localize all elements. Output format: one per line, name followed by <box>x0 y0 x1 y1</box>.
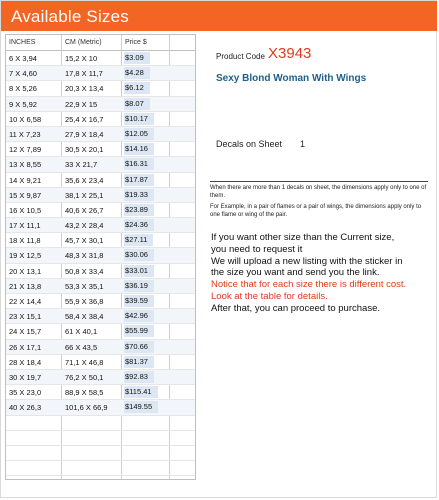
cell-price: $115.41 <box>124 386 158 398</box>
cell-cm: 27,9 X 18,4 <box>65 129 104 139</box>
cell-cm: 38,1 X 25,1 <box>65 190 104 200</box>
cell-cm: 20,3 X 13,4 <box>65 84 104 94</box>
cell-price: $27.11 <box>124 234 153 246</box>
cell-price: $17.87 <box>124 174 154 186</box>
cell-inches: 21 X 13,8 <box>9 281 42 291</box>
cell-inches: 19 X 12,5 <box>9 251 42 261</box>
size-table <box>5 34 196 480</box>
header-title: Available Sizes <box>11 7 129 26</box>
table-row <box>6 51 195 66</box>
cell-cm: 53,3 X 35,1 <box>65 281 104 291</box>
cell-cm: 48,3 X 31,8 <box>65 251 104 261</box>
column-header-price: Price $ <box>125 39 147 46</box>
cell-cm: 40,6 X 26,7 <box>65 205 104 215</box>
cell-price: $12.05 <box>124 128 154 140</box>
cell-cm: 88,9 X 58,5 <box>65 388 104 398</box>
cell-price: $3.09 <box>124 52 150 64</box>
table-row <box>6 173 195 188</box>
cell-cm: 35,6 X 23,4 <box>65 175 104 185</box>
table-header <box>6 35 195 51</box>
cell-cm: 17,8 X 11,7 <box>65 69 103 79</box>
table-body <box>6 51 195 476</box>
empty-row <box>6 416 195 431</box>
cell-price: $55.99 <box>124 325 154 337</box>
note-paragraph: For Example, in a pair of flames or a pair of wings, the dimensions apply only to one flame or wing of the pair. <box>210 204 422 218</box>
info-line: If you want other size than the Current size, <box>211 232 395 243</box>
decals-on-sheet-label: Decals on Sheet <box>216 139 283 149</box>
cell-inches: 9 X 5,92 <box>9 99 37 109</box>
cell-inches: 7 X 4,60 <box>9 69 37 79</box>
table-row <box>6 279 195 294</box>
info-notice-line: Notice that for each size there is different cost. <box>211 279 407 291</box>
cell-cm: 33 X 21,7 <box>65 160 98 170</box>
cell-inches: 17 X 11,1 <box>9 221 41 231</box>
header-bar <box>1 1 437 31</box>
cell-inches: 35 X 23,0 <box>9 388 42 398</box>
cell-inches: 13 X 8,55 <box>9 160 42 170</box>
custom-size-info <box>211 232 433 315</box>
table-row <box>6 203 195 218</box>
cell-cm: 25,4 X 16,7 <box>65 114 104 124</box>
cell-inches: 15 X 9,87 <box>9 190 42 200</box>
cell-price: $6.12 <box>124 82 150 94</box>
cell-price: $36.19 <box>124 280 154 292</box>
cell-inches: 23 X 15,1 <box>9 312 42 322</box>
cell-cm: 22,9 X 15 <box>65 99 98 109</box>
table-row <box>6 264 195 279</box>
table-row <box>6 112 195 127</box>
table-row <box>6 127 195 142</box>
cell-price: $24.36 <box>124 219 154 231</box>
cell-inches: 11 X 7,23 <box>9 129 41 139</box>
cell-cm: 76,2 X 50,1 <box>65 372 104 382</box>
cell-price: $81.37 <box>124 356 154 368</box>
table-row <box>6 188 195 203</box>
table-row <box>6 340 195 355</box>
cell-inches: 18 X 11,8 <box>9 236 41 246</box>
table-row <box>6 400 195 415</box>
cell-inches: 16 X 10,5 <box>9 205 42 215</box>
cell-price: $92.83 <box>124 371 154 383</box>
dimensions-note <box>210 181 428 223</box>
cell-price: $42.96 <box>124 310 154 322</box>
cell-cm: 58,4 X 38,4 <box>65 312 104 322</box>
cell-cm: 15,2 X 10 <box>65 54 98 63</box>
decals-on-sheet-value: 1 <box>300 139 306 149</box>
cell-price: $30.06 <box>124 249 154 261</box>
cell-inches: 6 X 3,94 <box>9 54 37 63</box>
column-header-cm: CM (Metric) <box>65 39 102 46</box>
info-notice-line: Look at the table for details. <box>211 290 328 302</box>
cell-cm: 43,2 X 28,4 <box>65 221 104 231</box>
info-line: you need to request it <box>211 243 303 255</box>
cell-price: $10.17 <box>124 113 154 125</box>
cell-price: $14.16 <box>124 143 154 155</box>
cell-inches: 30 X 19,7 <box>9 372 42 382</box>
cell-price: $19.33 <box>124 189 154 201</box>
cell-inches: 12 X 7,89 <box>9 145 42 155</box>
table-row <box>6 355 195 370</box>
cell-inches: 26 X 17,1 <box>9 342 42 352</box>
table-row <box>6 324 195 339</box>
table-row <box>6 66 195 81</box>
cell-inches: 14 X 9,21 <box>9 175 42 185</box>
info-line: the size you want and send you the link. <box>211 267 380 279</box>
table-row <box>6 309 195 324</box>
empty-row <box>6 446 195 461</box>
cell-price: $33.01 <box>124 265 154 277</box>
product-code-value: X3943 <box>268 45 312 62</box>
table-row <box>6 97 195 112</box>
cell-price: $70.66 <box>124 341 154 353</box>
cell-cm: 61 X 40,1 <box>65 327 98 337</box>
cell-inches: 28 X 18,4 <box>9 357 42 367</box>
table-row <box>6 218 195 233</box>
table-row <box>6 233 195 248</box>
table-row <box>6 248 195 263</box>
cell-cm: 45,7 X 30,1 <box>65 236 104 246</box>
cell-inches: 22 X 14,4 <box>9 297 42 306</box>
table-row <box>6 81 195 96</box>
cell-cm: 30,5 X 20,1 <box>65 145 104 155</box>
table-row <box>6 294 195 309</box>
cell-price: $149.55 <box>124 401 158 413</box>
cell-cm: 71,1 X 46,8 <box>65 357 104 367</box>
product-code-label: Product Code <box>216 52 265 61</box>
table-row <box>6 142 195 157</box>
cell-price: $8.07 <box>124 98 150 110</box>
cell-price: $39.59 <box>124 295 154 307</box>
empty-row <box>6 431 195 446</box>
table-row <box>6 385 195 400</box>
cell-cm: 50,8 X 33,4 <box>65 266 104 276</box>
cell-inches: 10 X 6,58 <box>9 114 42 124</box>
cell-cm: 55,9 X 36,8 <box>65 297 104 306</box>
cell-inches: 40 X 26,3 <box>9 403 42 413</box>
info-line: After that, you can proceed to purchase. <box>211 302 380 314</box>
cell-price: $16.31 <box>124 158 154 170</box>
note-paragraph: When there are more than 1 decals on sheet, the dimensions apply only to one of them. <box>210 185 427 199</box>
cell-price: $23.89 <box>124 204 154 216</box>
cell-inches: 20 X 13,1 <box>9 266 42 276</box>
table-row <box>6 157 195 172</box>
cell-inches: 8 X 5,26 <box>9 84 37 94</box>
cell-cm: 101,6 X 66,9 <box>65 403 108 413</box>
cell-cm: 66 X 43,5 <box>65 342 98 352</box>
cell-inches: 24 X 15,7 <box>9 327 42 337</box>
product-title: Sexy Blond Woman With Wings <box>216 73 367 84</box>
info-line: We will upload a new listing with the sticker in <box>211 255 403 267</box>
table-row <box>6 370 195 385</box>
column-header-inches: INCHES <box>9 39 36 46</box>
empty-row <box>6 461 195 476</box>
cell-price: $4.28 <box>124 67 150 79</box>
